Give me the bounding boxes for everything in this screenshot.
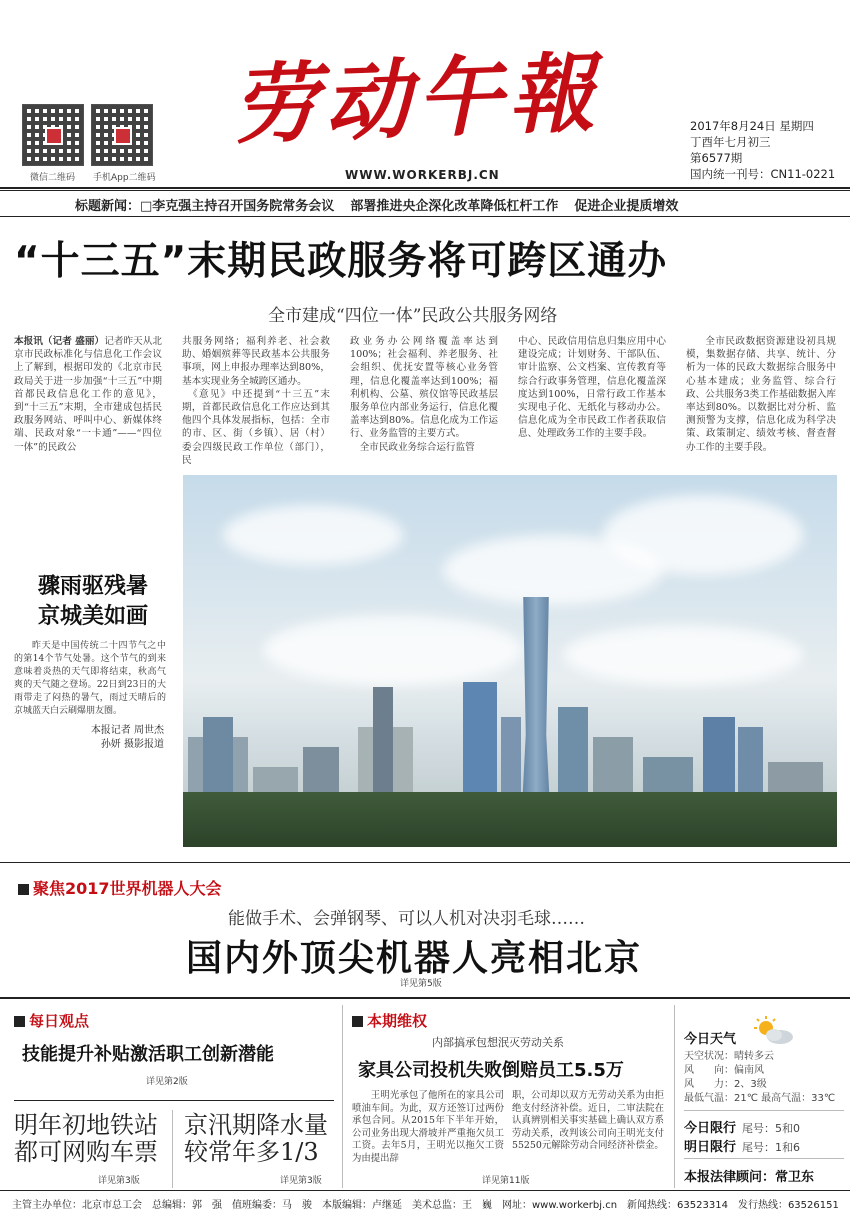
subway-see-page[interactable]: 详见第3版	[98, 1176, 140, 1186]
rights-headline[interactable]: 家具公司投机失败倒赔员工5.5万	[358, 1060, 624, 1081]
divider	[0, 1190, 850, 1191]
wechat-qr-code[interactable]	[22, 104, 84, 166]
credit-line1: 本报记者 周世杰	[90, 725, 164, 736]
today-limit-label: 今日限行	[684, 1121, 737, 1136]
headline-item[interactable]: 部署推进央企深化改革降低杠杆工作	[350, 199, 559, 214]
lead-column-1	[14, 335, 162, 454]
robot-tag-text: 聚焦2017世界机器人大会	[33, 879, 222, 898]
dateline	[690, 118, 850, 182]
credit-line2: 孙妍 摄影报道	[100, 739, 164, 750]
square-bullet-icon	[18, 884, 29, 895]
city-skyline-photo[interactable]	[183, 475, 837, 847]
lead-column-5: 全市民政数据资源建设初具规模，集数据存储、共享、统计、分析为一体的民政大数据综合服务中心基本建成；业务监管、综合行政、公共服务3类工作基础数据入库率达到80%。以数据比对分析、监测预警为支撑，信息化成为科学决策、政策制定、绩效考核、督查督办工作的主要手段。	[686, 336, 837, 453]
masthead-logo: 劳动午報	[230, 42, 602, 157]
headline-item[interactable]: □李克强主持召开国务院常务会议	[140, 199, 335, 214]
square-bullet-icon	[14, 1016, 25, 1027]
lead-column-3: 政业务办公网络覆盖率达到100%；社会福利、养老服务、社会组织、优抚安置等核心业务管理，信息化覆盖率达到100%；福利机构、公墓、殡仪馆等民政基层服务单位内部业务运行，信息化覆盖率达到80%。信息化成为工作运行、业务监管的主要方式。 全市民政业务综合运行监管	[350, 336, 498, 453]
opinion-tag-text: 每日观点	[29, 1012, 90, 1030]
date: 2017年8月24日 星期四	[690, 119, 814, 133]
weather-wind-direction: 风 向：偏南风	[684, 1065, 764, 1076]
photo-credit	[14, 724, 164, 752]
photo-story-title[interactable]	[18, 572, 168, 632]
headline-label: 标题新闻：	[75, 199, 141, 214]
qr1-label: 微信二维码	[30, 173, 76, 183]
weather-title: 今日天气	[684, 1032, 737, 1047]
weather-sky: 天空状况：晴转多云	[684, 1051, 774, 1062]
rainfall-teaser[interactable]	[184, 1112, 328, 1166]
photo-title-line1: 骤雨驱残暑	[37, 574, 148, 599]
weather-details	[684, 1050, 844, 1106]
issue-number: 第6577期	[690, 151, 743, 165]
headline-item[interactable]: 促进企业提质增效	[574, 199, 679, 214]
opinion-headline[interactable]: 技能提升补贴激活职工创新潜能	[22, 1044, 274, 1065]
rainfall-line1: 京汛期降水量	[184, 1111, 328, 1139]
today-traffic-limit	[684, 1117, 800, 1136]
tomorrow-limit-label: 明日限行	[684, 1140, 737, 1155]
lead-col1-text: 记者昨天从北京市民政标准化与信息化工作会议上了解到，根据印发的《北京市民政局关于进一步加强“十三五”中期首都民政信息化工作的意见》，到“十三五”末期，全市建成包括民政服务网站、呼叫中心、新媒体终端、民政对象“一卡通”——“四位一体”的民政公	[14, 336, 162, 453]
qr2-label: 手机App二维码	[93, 173, 156, 183]
rights-see-page[interactable]: 详见第11版	[482, 1176, 530, 1186]
tomorrow-limit-value: 尾号：1和6	[742, 1141, 801, 1154]
lead-column-2: 共服务网络；福利养老、社会救助、婚姻殡葬等民政基本公共服务事项，网上申报办理率达到80%，基本实现业务全城跨区通办。 《意见》中还提到“十三五”末期，首都民政信息化工作应达到其他四个具体发展指标，包括：全市的市、区、街（乡镇）、居（村）委会四级民政工作单位（部门），民	[182, 336, 330, 466]
rights-tag-text: 本期维权	[367, 1012, 428, 1030]
subway-line2: 都可网购车票	[14, 1138, 158, 1166]
lead-column-4: 中心、民政信用信息归集应用中心建设完成；计划财务、干部队伍、审计监察、公文档案、宣传教育等综合行政事务管理，信息化覆盖深度达到100%，日常行政工作基本实现电子化、无纸化与移动办公。信息化成为全市民政工作者获取信息、处理政务工作的主要手段。	[518, 336, 666, 440]
app-qr-code[interactable]	[91, 104, 153, 166]
tomorrow-traffic-limit	[684, 1136, 800, 1155]
rights-section-tag	[352, 1010, 427, 1031]
lead-headline[interactable]: “十三五”末期民政服务将可跨区通办	[14, 239, 668, 284]
partly-cloudy-icon	[752, 1016, 796, 1050]
website-url[interactable]: WWW.WORKERBJ.CN	[345, 168, 500, 182]
opinion-section-tag	[14, 1010, 89, 1031]
divider	[0, 862, 850, 863]
serial-number: 国内统一刊号：CN11-0221	[690, 167, 836, 181]
robot-subheadline: 能做手术、会弹钢琴、可以人机对决羽毛球……	[228, 909, 585, 929]
square-bullet-icon	[352, 1016, 363, 1027]
byline: 本报讯（记者 盛丽）	[14, 336, 105, 347]
lunar-date: 丁酉年七月初三	[690, 135, 771, 149]
opinion-see-page[interactable]: 详见第2版	[146, 1077, 188, 1087]
robot-see-page[interactable]: 详见第5版	[400, 979, 442, 989]
today-limit-value: 尾号：5和0	[742, 1122, 801, 1135]
subway-line1: 明年初地铁站	[14, 1111, 158, 1139]
divider	[0, 216, 850, 217]
headline-news	[75, 195, 694, 214]
header-rule	[0, 187, 850, 191]
rights-column-2: 职，公司却以双方无劳动关系为由拒绝支付经济补偿。近日，二审法院在认真辨别相关事实基础上确认双方系劳动关系，改判该公司向王明光支付55250元解除劳动合同经济补偿金。	[512, 1090, 664, 1152]
weather-wind-force: 风 力：2、3级	[684, 1079, 767, 1090]
legal-advisor: 本报法律顾问：常卫东	[684, 1170, 815, 1185]
footer-credits: 主管主办单位：北京市总工会 总编辑：郭 强 值班编委：马 骏 本版编辑：卢继延 美术总监：王 巍 网址：www.workerbj.cn 新闻热线：63523314 发行热线：63526151	[12, 1200, 839, 1211]
divider	[0, 997, 850, 999]
rights-column-1: 王明光承包了他所在的家具公司喷油车间。为此，双方还签订过两份承包合同。从2015年下半年开始，公司业务出现大滑坡并严重拖欠员工工资。去年5月，王明光以拖欠工资为由提出辞	[352, 1090, 504, 1164]
photo-title-line2: 京城美如画	[37, 604, 148, 629]
robot-section-tag	[18, 876, 222, 899]
robot-headline[interactable]: 国内外顶尖机器人亮相北京	[186, 938, 643, 979]
photo-story-text: 昨天是中国传统二十四节气之中的第14个节气处暑。这个节气的到来意味着炎热的天气即将结束，秋高气爽的天气随之登场。22日到23日的大雨带走了闷热的暑气，雨过天晴后的京城蓝天白云刷爆朋友圈。	[14, 641, 166, 716]
subway-teaser[interactable]	[14, 1112, 158, 1166]
rights-kicker: 内部搞承包想泯灭劳动关系	[432, 1036, 564, 1049]
rainfall-see-page[interactable]: 详见第3版	[280, 1176, 322, 1186]
rainfall-line2: 较常年多1/3	[184, 1138, 319, 1166]
lead-subheadline: 全市建成“四位一体”民政公共服务网络	[268, 306, 558, 326]
weather-temperature: 最低气温：21℃ 最高气温：33℃	[684, 1093, 836, 1104]
